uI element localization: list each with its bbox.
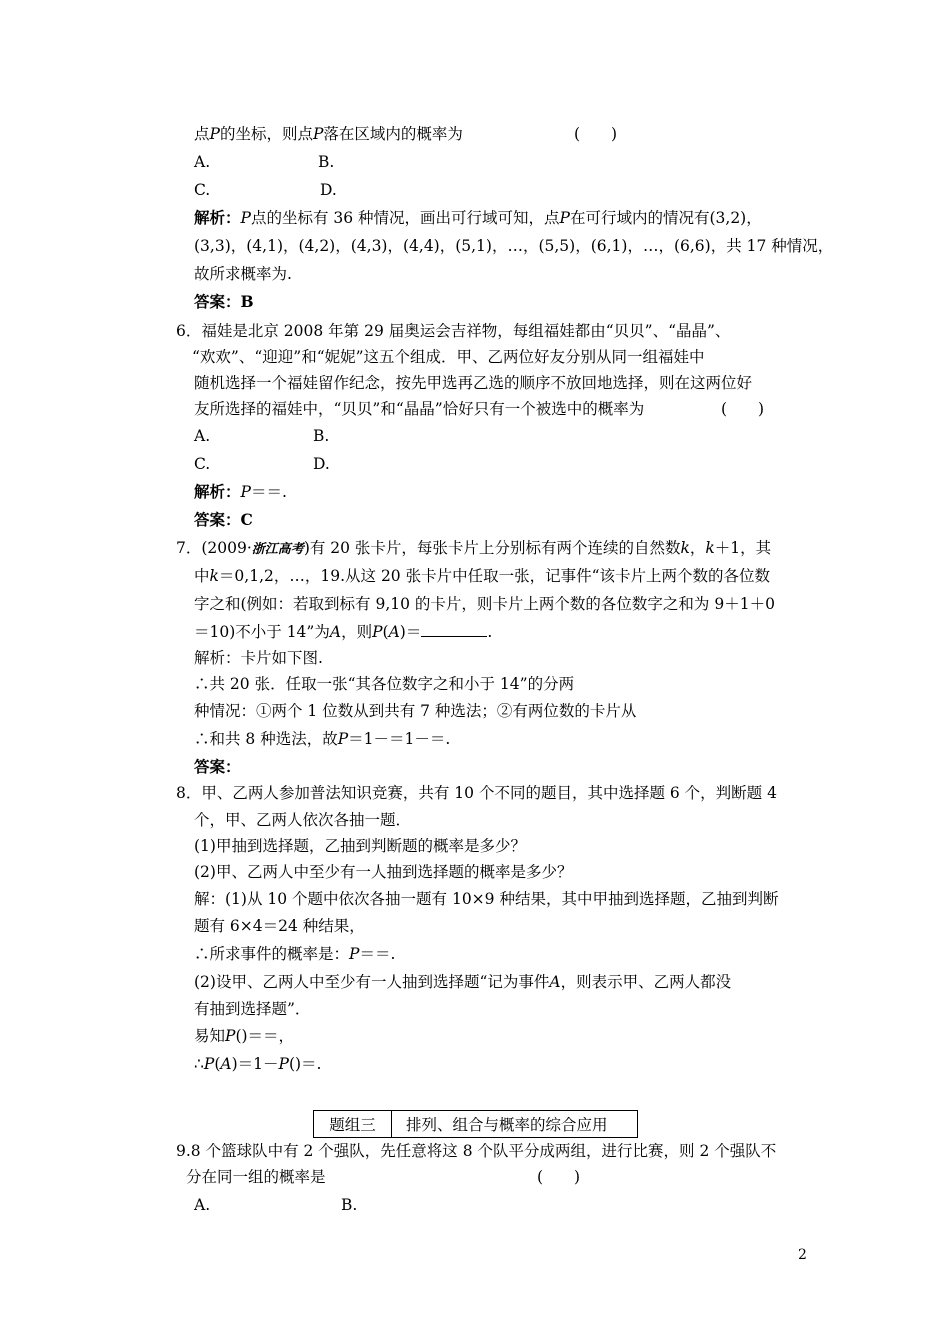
problem-line: “欢欢”、“迎迎”和“妮妮”这五个组成．甲、乙两位好友分别从同一组福娃中 (192, 348, 705, 366)
option-b: B. (318, 153, 335, 171)
problem-line: 友所选择的福娃中，“贝贝”和“晶晶”恰好只有一个被选中的概率为 (194, 400, 645, 418)
solution-line: 解析：P＝＝. (194, 482, 287, 501)
option-b: B. (341, 1196, 358, 1214)
problem-line: 字之和(例如：若取到标有 9,10 的卡片，则卡片上两个数的各位数字之和为 9＋1＋0 (194, 595, 775, 613)
solution-line: 题有 6×4＝24 种结果， (194, 917, 365, 935)
section-label: 题组三 (314, 1111, 392, 1137)
solution-line: (2)设甲、乙两人中至少有一人抽到选择题“记为事件A，则表示甲、乙两人都没 (194, 973, 732, 991)
answer-bracket: ( ) (574, 125, 618, 143)
page-number: 2 (798, 1247, 807, 1263)
option-b: B. (313, 427, 330, 445)
answer-bracket: ( ) (537, 1168, 581, 1186)
solution-line: 易知P()＝＝， (194, 1027, 295, 1045)
option-a: A. (194, 153, 211, 171)
solution-line: 解：(1)从 10 个题中依次各抽一题有 10×9 种结果，其中甲抽到选择题，乙抽到判断 (194, 890, 779, 908)
problem-line: 中k＝0,1,2，…，19.从这 20 张卡片中任取一张，记事件“该卡片上两个数的各位数 (194, 567, 771, 585)
solution-line: ∴P(A)＝1－P()＝. (194, 1055, 322, 1073)
problem-line: 9.8 个篮球队中有 2 个强队，先任意将这 8 个队平分成两组，进行比赛，则 2 个强队不 (176, 1142, 777, 1160)
option-a: A. (194, 427, 211, 445)
problem-line: ＝10)不小于 14”为A，则P(A)＝ . (194, 623, 493, 641)
answer-line: 答案：B (194, 292, 254, 311)
solution-line: 有抽到选择题”． (194, 1000, 311, 1018)
problem-line: 个，甲、乙两人依次各抽一题． (194, 811, 412, 829)
option-c: C. (194, 181, 211, 199)
option-c: C. (194, 455, 211, 473)
answer-line: 答案：C (194, 510, 253, 529)
option-d: D. (320, 181, 337, 199)
solution-line: 解析：P点的坐标有 36 种情况，画出可行域可知，点P在可行域内的情况有(3,2)， (194, 208, 762, 227)
solution-line: ∴共 20 张．任取一张“其各位数字之和小于 14”的分两 (194, 675, 575, 693)
text-line: 点P的坐标，则点P落在区域内的概率为 (194, 125, 463, 143)
solution-line: (3,3)，(4,1)，(4,2)，(4,3)，(4,4)，(5,1)，…，(5,5)，(6,1)，…，(6,6)，共 17 种情况， (194, 237, 834, 255)
solution-line: 故所求概率为. (194, 265, 292, 283)
answer-line: 答案： (194, 757, 241, 776)
problem-line: 7．(2009·浙江高考)有 20 张卡片，每张卡片上分别标有两个连续的自然数k，k＋1，其 (176, 539, 772, 557)
problem-line: (2)甲、乙两人中至少有一人抽到选择题的概率是多少？ (194, 863, 573, 881)
answer-blank (421, 622, 487, 637)
problem-line: 6．福娃是北京 2008 年第 29 届奥运会吉祥物，每组福娃都由“贝贝”、“晶晶”、 (176, 322, 731, 340)
problem-line: 随机选择一个福娃留作纪念，按先甲选再乙选的顺序不放回地选择，则在这两位好 (194, 374, 753, 392)
solution-line: 种情况：①两个 1 位数从到共有 7 种选法；②有两位数的卡片从 (194, 702, 637, 720)
section-heading-box (313, 1110, 638, 1138)
problem-line: (1)甲抽到选择题，乙抽到判断题的概率是多少？ (194, 837, 526, 855)
problem-line: 8．甲、乙两人参加普法知识竞赛，共有 10 个不同的题目，其中选择题 6 个，判断题 4 (176, 784, 777, 802)
solution-line: ∴和共 8 种选法，故P＝1－＝1－＝. (194, 730, 451, 748)
solution-line: 解析：卡片如下图. (194, 649, 323, 667)
section-title: 排列、组合与概率的综合应用 (406, 1116, 608, 1134)
problem-line: 分在同一组的概率是 (186, 1168, 326, 1186)
option-d: D. (313, 455, 330, 473)
solution-line: ∴所求事件的概率是：P＝＝. (194, 945, 396, 963)
answer-bracket: ( ) (721, 400, 765, 418)
option-a: A. (194, 1196, 211, 1214)
